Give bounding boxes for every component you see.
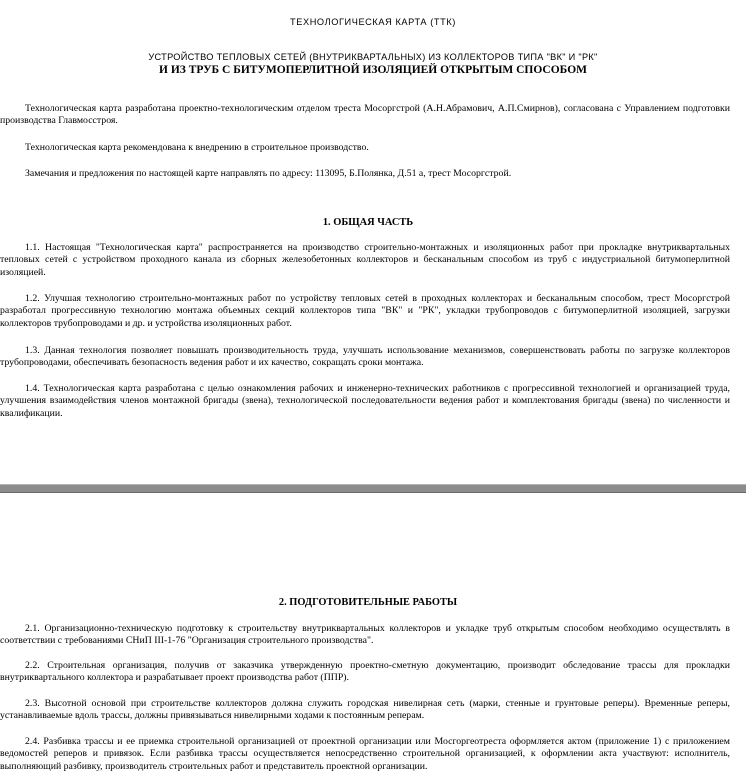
section-1-paragraph: 1.3. Данная технология позволяет повышать производительность труда, улучшать использование механизмов, совершенствовать работы по загрузке коллекторов трубопроводами, обеспечивать безопасность ведения работ и их качество, сокращать сроки монтажа. [0, 345, 730, 369]
section-2-paragraph: 2.4. Разбивка трассы и ее приемка строительной организацией от проектной организации или Мосгоргеотреста оформляется актом (приложение 1) с приложением ведомостей реперов и привязок. Если разбивка трассы осуществляется непосредственно строительной организацией, к оформлении акта участвуют: исполнитель, выполняющий разбивку, производитель строительных работ и представитель проектной организации. [0, 736, 730, 772]
document-header: ТЕХНОЛОГИЧЕСКАЯ КАРТА (ТТК) [290, 17, 456, 27]
intro-paragraph: Замечания и предложения по настоящей карте направлять по адресу: 113095, Б.Полянка, Д.51 а, трест Мосоргстрой. [25, 168, 512, 179]
section-2-paragraph: 2.2. Строительная организация, получив от заказчика утвержденную проектно-сметную документацию, производит обследование трассы для прокладки внутриквартального коллектора и разрабатывает проект производства работ (ППР). [0, 660, 730, 684]
intro-paragraph: Технологическая карта рекомендована к внедрению в строительное производство. [25, 142, 369, 153]
document-title-line-1: УСТРОЙСТВО ТЕПЛОВЫХ СЕТЕЙ (ВНУТРИКВАРТАЛЬНЫХ) ИЗ КОЛЛЕКТОРОВ ТИПА "ВК" И "РК" [148, 52, 598, 62]
section-2-paragraph: 2.3. Высотной основой при строительстве коллекторов должна служить городская нивелирная сеть (марки, стенные и грунтовые реперы). Временные реперы, устанавливаемые вдоль трассы, должны привязываться нивелирными ходами к постоянным реперам. [0, 698, 730, 722]
document-page-2 [0, 493, 746, 783]
document-title-line-2: И ИЗ ТРУБ С БИТУМОПЕРЛИТНОЙ ИЗОЛЯЦИЕЙ ОТКРЫТЫМ СПОСОБОМ [159, 64, 587, 76]
section-1-paragraph: 1.1. Настоящая "Технологическая карта" распространяется на производство строительно-монтажных и изоляционных работ при прокладке внутриквартальных тепловых сетей с устройством проходного канала из сборных железобетонных коллекторов и бесканальным способом из труб с индустриальной битумоперлитной изоляцией. [0, 242, 730, 278]
section-1-paragraph: 1.4. Технологическая карта разработана с целью ознакомления рабочих и инженерно-технических работников с прогрессивной технологией и организацией труда, улучшения взаимодействия членов монтажной бригады (звена), технологической последовательности ведения работ и комплектования бригады (звена) по численности и квалификации. [0, 383, 730, 419]
section-1-paragraph: 1.2. Улучшая технологию строительно-монтажных работ по устройству тепловых сетей в проходных коллекторах и бесканальным способом, трест Мосоргстрой разработал прогрессивную технологию монтажа объемных секций коллекторов типа "ВК" и "РК", укладки трубопроводов с битумоперлитной изоляцией, загрузки коллекторов трубопроводами и др. и устройства изоляционных работ. [0, 293, 730, 329]
section-2-heading: 2. ПОДГОТОВИТЕЛЬНЫЕ РАБОТЫ [278, 597, 458, 608]
section-2-paragraph: 2.1. Организационно-техническую подготовку к строительству внутриквартальных коллекторов и укладке труб открытым способом необходимо осуществлять в соответствии с требованиями СНиП III-1-76 "Организация строительного производства". [0, 623, 730, 647]
page-separator [0, 484, 746, 493]
intro-paragraph: Технологическая карта разработана проектно-технологическим отделом треста Мосоргстрой (А.Н.Абрамович, А.П.Смирнов), согласована с Управлением подготовки производства Главмосстроя. [0, 103, 730, 127]
section-1-heading: 1. ОБЩАЯ ЧАСТЬ [322, 217, 414, 228]
